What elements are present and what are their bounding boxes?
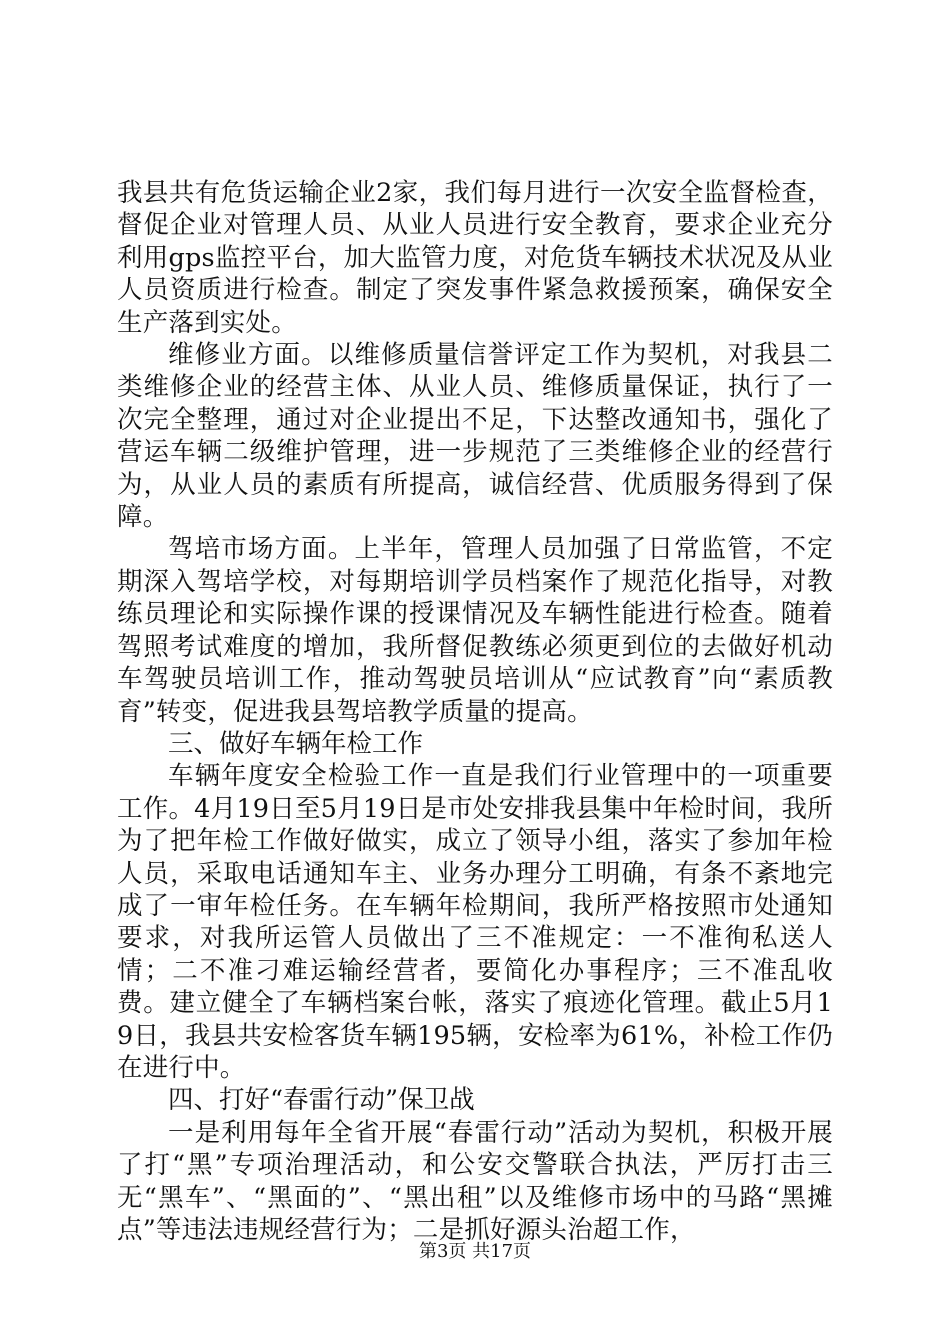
paragraph-spring-thunder: 一是利用每年全省开展“春雷行动”活动为契机，积极开展了打“黑”专项治理活动，和公安交警联合执法，严厉打击三无“黑车”、“黑面的”、“黑出租”以及维修市场中的马路“黑摊点”等违法违规经营行为；二是抓好源头治超工作，: [117, 1117, 833, 1245]
page-number-footer: 第3页 共17页: [418, 1241, 532, 1262]
section-heading-annual-inspection: 三、做好车辆年检工作: [168, 728, 424, 759]
document-body: [117, 177, 833, 1246]
paragraph-driver-training: 驾培市场方面。上半年，管理人员加强了日常监管，不定期深入驾培学校，对每期培训学员档案作了规范化指导，对教练员理论和实际操作课的授课情况及车辆性能进行检查。随着驾照考试难度的增加，我所督促教练必须更到位的去做好机动车驾驶员培训工作，推动驾驶员培训从“应试教育”向“素质教育”转变，促进我县驾培教学质量的提高。: [117, 534, 833, 727]
paragraph-repair-industry: 维修业方面。以维修质量信誉评定工作为契机，对我县二类维修企业的经营主体、从业人员、维修质量保证，执行了一次完全整理，通过对企业提出不足，下达整改通知书，强化了营运车辆二级维护管理，进一步规范了三类维修企业的经营行为，从业人员的素质有所提高，诚信经营、优质服务得到了保障。: [117, 340, 833, 533]
paragraph-annual-inspection: 车辆年度安全检验工作一直是我们行业管理中的一项重要工作。4月19日至5月19日是市处安排我县集中年检时间，我所为了把年检工作做好做实，成立了领导小组，落实了参加年检人员，采取电话通知车主、业务办理分工明确，有条不紊地完成了一审年检任务。在车辆年检期间，我所严格按照市处通知要求，对我所运管人员做出了三不准规定：一不准徇私送人情；二不准刁难运输经营者，要简化办事程序；三不准乱收费。建立健全了车辆档案台帐，落实了痕迹化管理。截止5月19日，我县共安检客货车辆195辆，安检率为61%，补检工作仍在进行中。: [117, 761, 833, 1083]
paragraph-dangerous-goods: 我县共有危货运输企业2家，我们每月进行一次安全监督检查，督促企业对管理人员、从业人员进行安全教育，要求企业充分利用gps监控平台，加大监管力度，对危货车辆技术状况及从业人员资质进行检查。制定了突发事件紧急救援预案，确保安全生产落到实处。: [117, 178, 833, 338]
section-heading-spring-thunder: 四、打好“春雷行动”保卫战: [168, 1085, 475, 1116]
